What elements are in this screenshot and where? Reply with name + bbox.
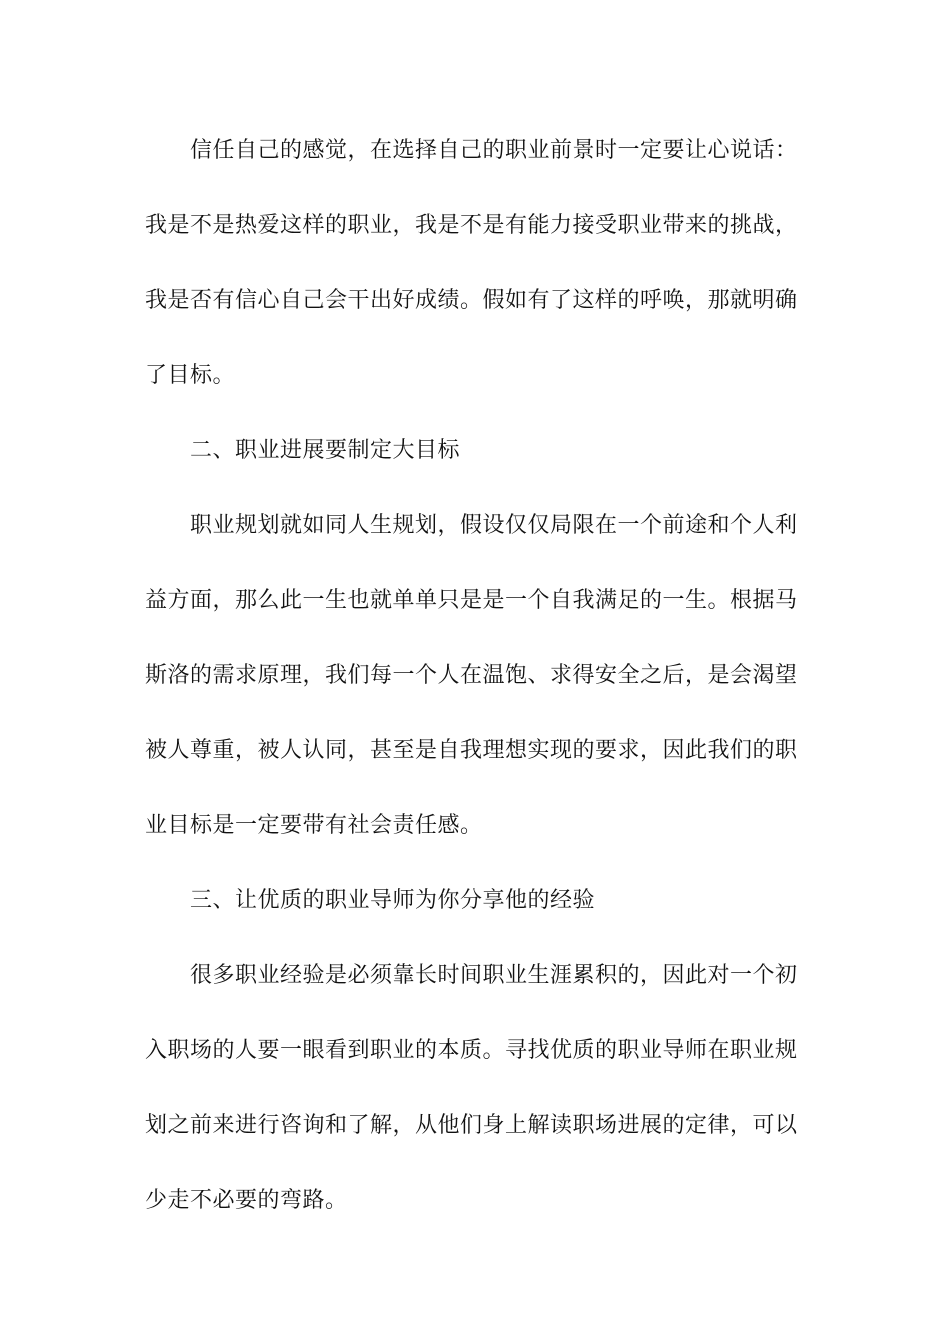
section-heading-2 [145,413,810,488]
paragraph-line: 了目标。 [145,363,236,388]
paragraph-line: 业目标是一定要带有社会责任感。 [145,813,483,838]
paragraph-3 [145,938,810,1238]
paragraph-line: 我是否有信心自己会干出好成绩。假如有了这样的呼唤，那就明确 [145,288,798,313]
document-body [145,113,810,1238]
heading-line: 二、职业进展要制定大目标 [190,438,461,463]
paragraph-line: 信任自己的感觉，在选择自己的职业前景时一定要让心说话： [190,138,798,163]
paragraph-line: 益方面，那么此一生也就单单只是是一个自我满足的一生。根据马 [145,588,798,613]
paragraph-line: 我是不是热爱这样的职业，我是不是有能力接受职业带来的挑战， [145,213,798,238]
paragraph-line: 斯洛的需求原理，我们每一个人在温饱、求得安全之后，是会渴望 [145,663,798,688]
heading-line: 三、让优质的职业导师为你分享他的经验 [190,888,596,913]
paragraph-line: 少走不必要的弯路。 [145,1188,348,1213]
paragraph-line: 划之前来进行咨询和了解，从他们身上解读职场进展的定律，可以 [145,1113,798,1138]
paragraph-2 [145,488,810,863]
paragraph-line: 被人尊重，被人认同，甚至是自我理想实现的要求，因此我们的职 [145,738,798,763]
paragraph-1 [145,113,810,413]
section-heading-3 [145,863,810,938]
paragraph-line: 入职场的人要一眼看到职业的本质。寻找优质的职业导师在职业规 [145,1038,798,1063]
paragraph-line: 很多职业经验是必须靠长时间职业生涯累积的，因此对一个初 [190,963,798,988]
paragraph-line: 职业规划就如同人生规划，假设仅仅局限在一个前途和个人利 [190,513,798,538]
